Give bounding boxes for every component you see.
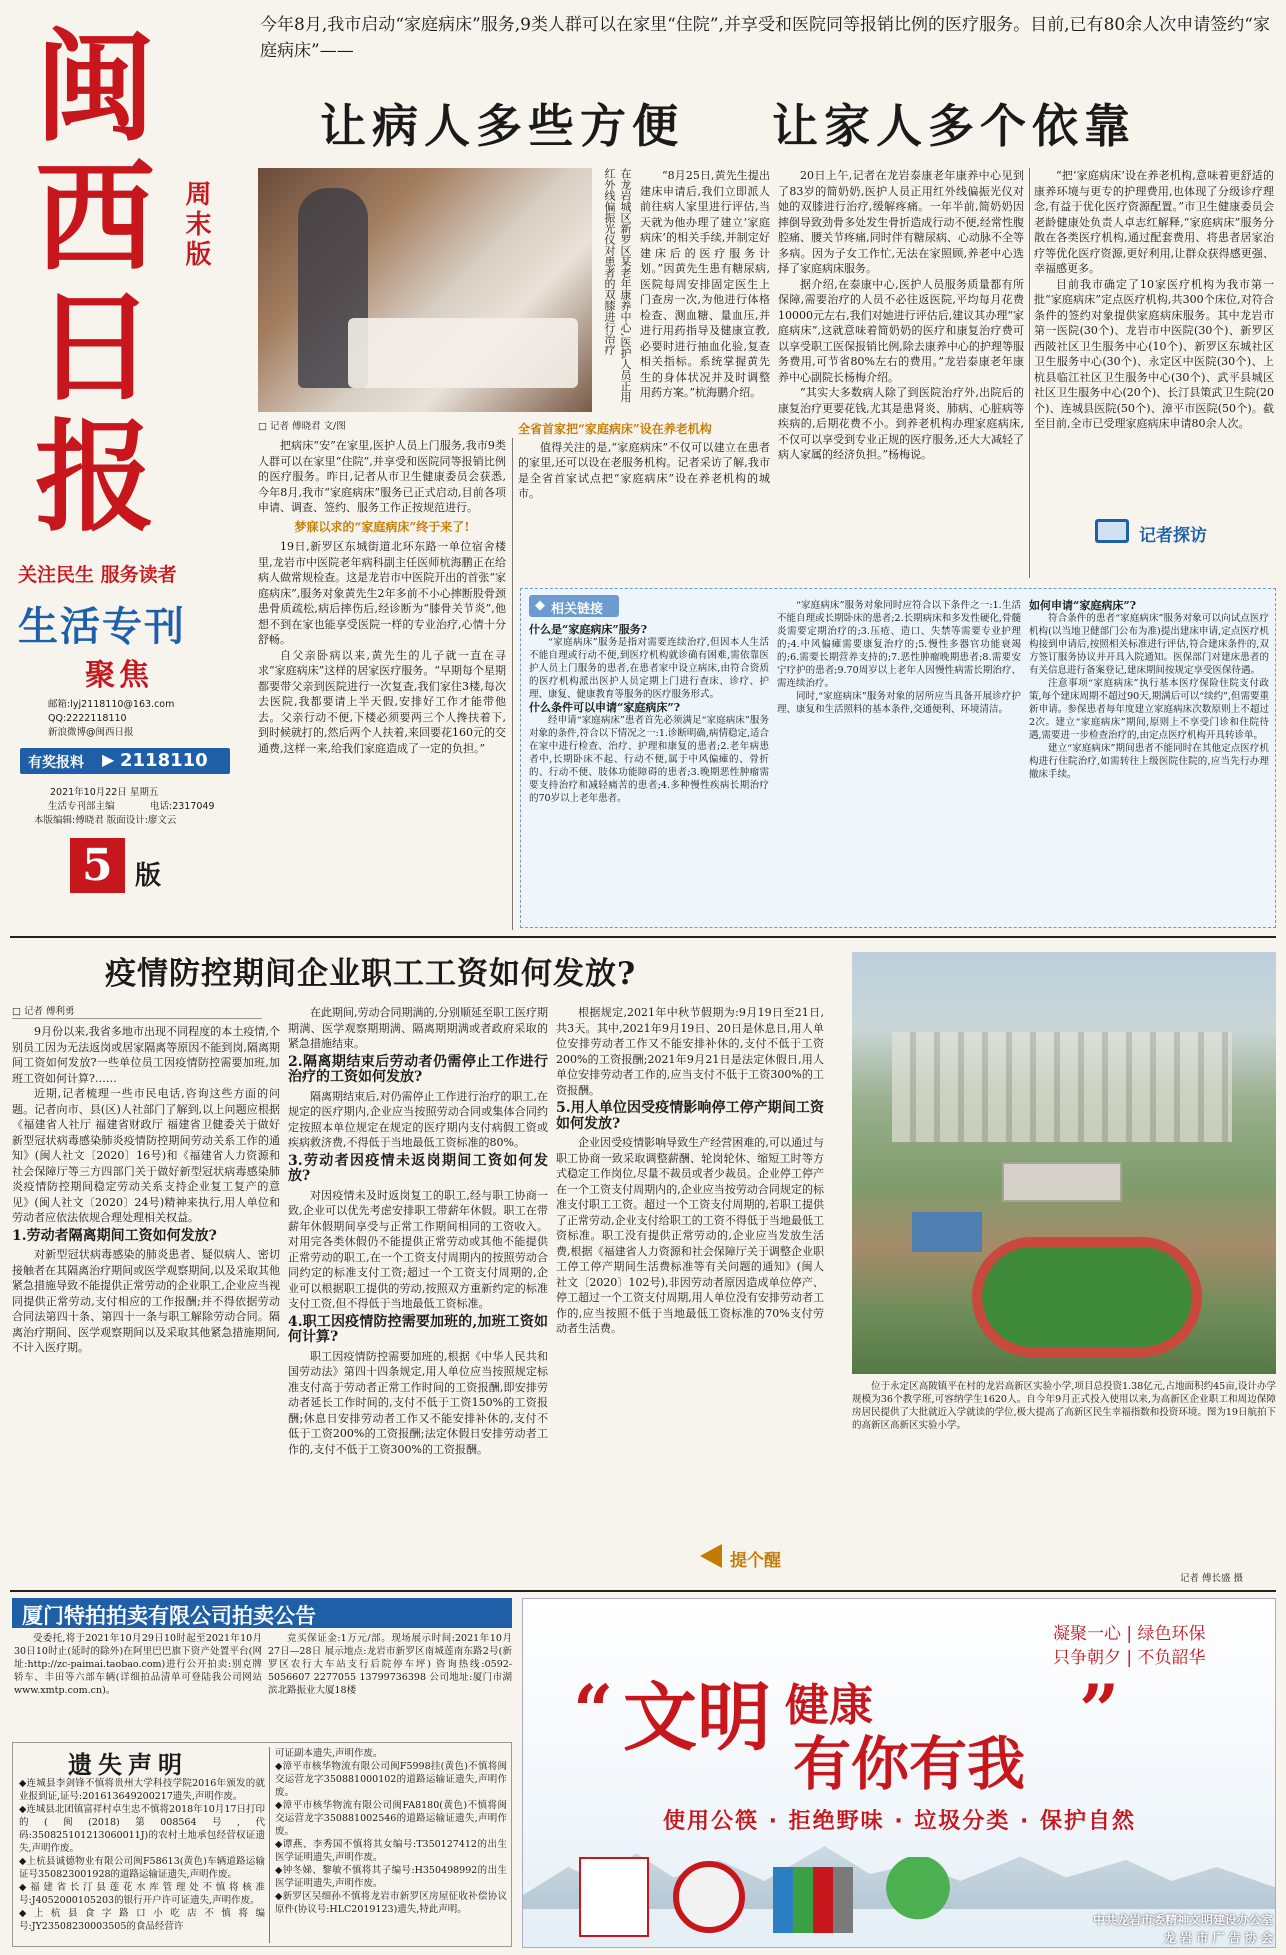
lead-col-2 — [640, 168, 770, 412]
wage-para-3: 隔离期结束后,对仍需停止工作进行治疗的职工,在规定的医疗期内,企业应当按照劳动合同或集体合同约定按照本单位规定在规定的医疗期内支付病假工资或疾病救济费,不得低于当地最低工资标准的80%。 — [288, 1089, 548, 1149]
links-q3: 如何申请“家庭病床”? — [1029, 599, 1137, 612]
lead-para-8: “其实大多数病人除了到医院治疗外,出院后的康复治疗更要花钱,尤其是患肾炎、肺病、心脏病等疾病的,后期花费不小。到养老机构办理家庭病床,不仅可以享受到专业正规的医疗服务,还大大减轻了病人家属的经济负担。”杨梅说。 — [778, 386, 1024, 461]
auction-title: 厦门特拍拍卖有限公司拍卖公告 — [12, 1598, 512, 1628]
wage-para-2: 对新型冠状病毒感染的肺炎患者、疑似病人、密切接触者在其隔离治疗期间或医学观察期间,以及采取其他紧急措施导致不能提供正常劳动的企业职工,企业应当视同提供正常劳动,支付相应的工作报酬;并不得依据劳动合同法第四十条、第四十一条与职工解除劳动合同。隔离治疗期间、医学观察期间以及采取其他紧急措施期间,不计入医疗期。 — [12, 1248, 280, 1354]
wage-col-2 — [288, 1005, 548, 1585]
photo-running-track — [972, 1237, 1202, 1357]
lost-item: ◆上杭县诚德物业有限公司闽F58613(黄色)车辆道路运输证号350823001928的道路运输证遗失,声明作废。 — [19, 1856, 265, 1880]
aerial-caption: 位于永定区高陂镇平在村的龙岩高新区实验小学,项目总投资1.38亿元,占地面积约45亩,设计办学规模为36个教学班,可容纳学生1620人。自今年9月正式投入使用以来,为高新区企业职工和周边保障房居民提供了大批就近入学就读的学位,极大提高了高新区民生幸福指数和投资环境。图为19日航拍下的高新区高新区实验小学。 — [852, 1381, 1276, 1431]
page-number-box — [70, 838, 125, 893]
related-links-box — [520, 588, 1276, 928]
psa-ad — [522, 1598, 1276, 1948]
related-links-header — [529, 595, 619, 617]
wage-para-2b: 在此期间,劳动合同期满的,分别顺延至职工医疗期期满、医学观察期期满、隔离期期满或者政府采取的紧急措施结束。 — [288, 1006, 548, 1050]
psa-close-quote: ” — [1079, 1669, 1120, 1752]
lead-col-3 — [778, 168, 1024, 578]
lead-para-2: 19日,新罗区东城街道北环东路一单位宿舍楼里,龙岩市中医院老年病科副主任医师杭海鹏正在给病人做常规检查。这是龙岩市中医院开出的首张“家庭病床”,服务对象黄先生2年多前不小心摔断股骨颈患骨质疏松,病后摔伤后,经诊断为“膝骨关节炎”,他想不到在家也能享受医院一样的专业治疗,心情十分舒畅。 — [258, 540, 506, 646]
contact-email: 邮箱:lyj2118110@163.com — [48, 699, 175, 710]
psa-big-2b: 有你有我 — [793, 1730, 1026, 1798]
contact-qq: QQ:2222118110 — [48, 713, 127, 724]
lead-para-4: “8月25日,黄先生提出建床申请后,我们立即派人前往病人家里进行评估,当天就为他办理了建立‘家庭病床’的相关手续,并制定好建床后的医疗服务计划。”因黄先生患有糖尿病,医院每周安排固定医生上门查房一次,为他进行体格检查、测血糖、量血压,并进行用药指导及健康宣教,必要时进行抽血化验,复查相关指标。系统掌握黄先生的身体状况并及时调整用药方案。”杭海鹏介绍。 — [640, 169, 770, 399]
lost-col-1 — [19, 1777, 265, 1945]
lost-item: ◆钟冬娣、黎敏不慎将其子编号:H350498992的出生医学证明遗失,声明作废。 — [275, 1865, 507, 1889]
links-q1: 什么是“家庭病床”服务? — [529, 623, 648, 636]
wage-sub-5: 5.用人单位因受疫情影响停工停产期间工资如何发放? — [556, 1100, 824, 1132]
links-c2b: 同时,“家庭病床”服务对象的居所应当具备开展诊疗护理、康复和生活照料的基本条件,交通便利、环境清洁。 — [777, 691, 1021, 715]
photo-school-roof — [1002, 1162, 1122, 1202]
photo-court — [912, 1212, 982, 1252]
col-divider — [1029, 168, 1030, 578]
masthead-char-1: 闽 — [35, 17, 155, 158]
hotline-label: 有奖报料 — [28, 755, 84, 771]
lead-intro: 今年8月,我市启动“家庭病床”服务,9类人群可以在家里“住院”,并享受和医院同等报销比例的医疗服务。目前,已有80余人次申请签约“家庭病床”—— — [260, 15, 1270, 61]
photo-figure-bed — [348, 318, 578, 388]
lead-subhead-2: 全省首家把“家庭病床”设在养老机构 — [518, 422, 712, 436]
reporter-tag-label: 记者探访 — [1139, 526, 1207, 546]
lost-item: ◆连城县李剑锋不慎将贵州大学科技学院2016年颁发的就业报到证,证号:201613649200217遗失,声明作废。 — [19, 1778, 265, 1802]
wage-sub-3: 3.劳动者因疫情未返岗期间工资如何发放? — [288, 1152, 548, 1184]
links-col-2 — [777, 599, 1021, 923]
slogan: 关注民生 服务读者 — [18, 564, 177, 586]
section-title: 生活专刊 — [18, 604, 186, 650]
lost-col-2 — [275, 1747, 507, 1945]
lead-col-1 — [258, 438, 506, 930]
lead-subhead-1: 梦寐以求的“家庭病床”终于来了! — [294, 519, 470, 534]
lead-byline: □ 记者 傅晓君 文/图 — [258, 421, 346, 432]
aerial-photo — [852, 952, 1276, 1374]
link-icon: ◆ — [535, 598, 545, 613]
wage-byline: □ 记者 傅利勇 — [12, 1005, 262, 1019]
psa-big-2a: 健康 — [785, 1680, 873, 1731]
lost-item: ◆上杭县食字路口小吃店不慎将编号:JY23508230003505的食品经营许 — [19, 1908, 265, 1932]
lead-headline: 让病人多些方便 让家人多个依靠 — [320, 99, 1137, 153]
section-rule — [10, 936, 1276, 938]
lost-item: 可证副本遗失,声明作废。 — [275, 1748, 383, 1759]
lost-title: 遗失声明 — [68, 1750, 188, 1779]
links-a3: 符合条件的患者“家庭病床”服务对象可以向试点医疗机构(以当地卫健部门公布为准)提出建床申请,定点医疗机构接到申请后,按照相关标准进行评估,符合建床条件的,双方签订服务协议并开具入院通知。医保部门对建床患者的有关信息进行备案登记,建床期间按规定享受医保待遇。 — [1029, 613, 1269, 676]
lead-para-3: 自父亲卧病以来,黄先生的儿子就一直在寻求“家庭病床”这样的居家医疗服务。“早期每个星期都要带父亲到医院进行一次复查,我们家住3楼,每次去医院,我都要请上半天假,安排好工作才能带他去。父亲行动不便,下楼必须要两三个人搀扶着下,到时候就打的,然后两个人扶着,来回要花160元的交通费,这样一来,给我们家庭造成了一定的负担。” — [258, 648, 506, 755]
lost-item: ◆漳平市核华物流有限公司闽F5998挂(黄色)不慎将闽交运营龙字350881000102的道路运输证遗失,声明作废。 — [275, 1761, 507, 1798]
contact-weibo: 新浪微博@闽西日报 — [48, 727, 134, 738]
tip-label: 提个醒 — [730, 1551, 781, 1571]
psa-sponsor-1: 中共龙岩市委精神文明建设办公室 — [1092, 1913, 1273, 1927]
psa-tagline-1: 凝聚一心 | 绿色环保 — [1053, 1624, 1206, 1644]
editor-dept: 生活专刊部主编 — [48, 801, 115, 812]
wage-para-1: 近期,记者梳理一些市民电话,咨询这些方面的问题。记者向市、县(区)人社部门了解到,以上问题应根据《福建省人社厅 福建省财政厅 福建省卫健委关于做好新型冠状病毒感染肺炎疫情防控期间劳动关系工作的通知》(闽人社文〔2020〕16号)和《福建省人力资源和社会保障厅等三方四部门关于做好新型冠状病毒感染肺炎疫情防控期间稳定劳动关系支持企业复工复产的意见》(闽人社文〔2020〕24号)精神来执行,用人单位和劳动者应依法依规合理处理相关权益。 — [12, 1087, 280, 1224]
links-a1: “家庭病床”服务是指对需要连续治疗,但因本人生活不能自理或行动不便,到医疗机构就诊确有困难,需依靠医护人员上门服务的患者,在患者家中设立病床,由符合资质的医疗机构派出医护人员定期上门进行查床、诊疗、护理、康复、健康教育等服务的医疗服务形式。 — [529, 637, 769, 700]
lost-item: ◆连城县北团镇富祥村卓生忠不慎将2018年10月17日打印的(闽(2018)第008564号,代码:350825101213060011J)的农村土地承包经营权证遗失,声明作废。 — [19, 1804, 265, 1854]
wage-sub-4: 4.职工因疫情防控需要加班的,加班工资如何计算? — [288, 1313, 548, 1345]
wage-intro: 9月份以来,我省多地市出现不同程度的本土疫情,个别员工因为无法返岗或居家隔离等原因不能到岗,隔离期间工资如何发放?一些单位员工因疫情防控需要加班,加班工资如何计算?…… — [12, 1025, 280, 1085]
wage-col-3 — [556, 1005, 824, 1525]
psa-open-quote: “ — [573, 1669, 614, 1752]
issue-date: 2021年10月22日 星期五 — [50, 787, 159, 798]
reporter-tag — [1095, 515, 1275, 555]
auction-col-2: 竞买保证金:1万元/部。现场展示时间:2021年10月27日—28日 展示地点:龙岩市新罗区南城莲南东路2号(新罗区农行大车站支行后院停车坪) 咨询热线:0592-5056607 2277055 13799736398 公司地址:厦门市湖滨北路振业大厦18楼 — [268, 1633, 512, 1696]
masthead — [10, 17, 240, 920]
subsection-title: 聚焦 — [85, 658, 153, 693]
recycle-bins-icon — [773, 1867, 853, 1933]
col-divider — [512, 438, 513, 930]
wage-para-4: 对因疫情未及时返岗复工的职工,经与职工协商一致,企业可以优先考虑安排职工带薪年休假。职工在带薪年休假期间享受与正常工作期间相同的工资收入。对用完各类休假仍不能提供正常劳动或其他不能提供正常劳动的职工,在一个工资支付周期内的按照劳动合同约定的标准支付工资;超过一个工资支付周期的,企业可以根据职工提供的劳动,按照双方重新约定的标准支付工资,但不得低于当地最低工资标准。 — [288, 1188, 548, 1310]
lead-para-7: 据介绍,在泰康中心,医护人员服务质量都有所保障,需要治疗的人员不必往返医院,平均每月花费10000元左右,我们对她进行评估后,建议其办理“家庭病床”,这就意味着简奶奶的医疗和康复治疗费可以享受职工医保报销比例,除去康养中心的护理等服务费用,可节省80%左右的费用。”龙岩泰康老年康养中心副院长杨梅介绍。 — [778, 277, 1024, 384]
psa-big-1: 文明 — [623, 1675, 771, 1761]
col-divider — [269, 1747, 270, 1943]
lead-col-2b — [518, 420, 770, 580]
links-a2: 经申请“家庭病床”患者首先必须满足“家庭病床”服务对象的条件,符合以下情况之一:1.诊断明确,病情稳定,适合在家中进行检查、治疗、护理和康复的患者;2.老年病患者中,长期卧床不起、行动不便,属于中风偏瘫的、骨折的、行动不便、肢体功能障碍的患者;3.晚期恶性肿瘤需要支持治疗和减轻痛苦的患者;4.多种慢性疾病长期治疗的70岁以上老年患者。 — [529, 715, 769, 804]
auction-col-1: 受委托,将于2021年10月29日10时起至2021年10月30日10时止(延时的除外)在阿里巴巴旗下资产处置平台(网址:http://zc-paimai.taobao.com)进行公开拍卖:别克牌轿车、丰田等六部车辆(详细拍品清单可登陆我公司网站www.xmtp.com.cn)。 — [14, 1633, 262, 1696]
links-col-1 — [529, 623, 769, 923]
lead-photo-caption: 在龙岩城区新罗区某老年康养中心,医护人员正用红外线偏振光仪对患者的双膝进行治疗 — [603, 168, 632, 403]
psa-tagline-2: 只争朝夕 | 不负韶华 — [1053, 1648, 1206, 1668]
page-suffix: 版 — [135, 861, 162, 891]
lost-item: ◆漳平市核华物流有限公司闽FA8180(黄色)不慎将闽交运营龙字350881002546的道路运输证遗失,声明作废。 — [275, 1800, 507, 1837]
masthead-char-2: 西 — [35, 147, 155, 288]
wage-para-5: 职工因疫情防控需要加班的,根据《中华人民共和国劳动法》第四十四条规定,用人单位应当按照规定标准支付高于劳动者正常工作时间的工资报酬,即安排劳动者延长工作时间的,支付不低于工资150%的工资报酬;休息日安排劳动者工作又不能安排补休的,支付不低于工资200%的工资报酬;法定休假日安排劳动者工作的,支付不低于工资300%的工资报酬。 — [288, 1349, 548, 1456]
tree-icon — [883, 1857, 953, 1933]
links-q2: 什么条件可以申请“家庭病床”? — [529, 701, 681, 714]
wage-para-7: 企业因受疫情影响导致生产经营困难的,可以通过与职工协商一致采取调整薪酬、轮岗轮休、缩短工时等方式稳定工作岗位,尽量不裁员或者少裁员。企业停工停产在一个工资支付周期内的,企业应当按劳动合同规定的标准支付职工工资。超过一个工资支付周期的,若职工提供了正常劳动,企业支付给职工的工资不得低于当地最低工资标准。职工没有提供正常劳动的,企业应当发放生活费,根据《福建省人力资源和社会保障厅关于调整企业职工停工停产期间生活费标准等有关问题的通知》(闽人社文〔2020〕102号),非因劳动者原因造成单位停产、停工超过一个工资支付周期,用人单位没有安排劳动者工作的,应当按照不低于当地最低工资标准的70%支付劳动者生活费。 — [556, 1136, 824, 1335]
links-c3b: 建立“家庭病床”期间患者不能同时在其他定点医疗机构进行住院治疗,如需转往上级医院住院的,应当先行办理撤床手续。 — [1029, 743, 1269, 780]
masthead-char-4: 报 — [35, 407, 155, 548]
lead-para-10: 目前我市确定了10家医疗机构为我市第一批“家庭病床”定点医疗机构,共300个床位,对符合条件的签约对象提供家庭病床服务。其中龙岩市第一医院(30个)、龙岩市中医院(30个)、新罗区西陂社区卫生服务中心(10个)、新罗区东城社区卫生服务中心(30个)、永定区中医院(30个)、上杭县临江社区卫生服务中心(30个)、武平县城区社区卫生服务中心(20个)、长汀县策武卫生院(20个)、连城县医院(50个)、漳平市医院(50个)。截至目前,全市已受理家庭病床申请80余人次。 — [1034, 277, 1274, 430]
links-col-3 — [1029, 599, 1269, 923]
masthead-char-3: 日 — [35, 277, 155, 418]
wage-headline: 疫情防控期间企业职工工资如何发放? — [105, 956, 637, 992]
related-links-title: 相关链接 — [551, 602, 604, 617]
lost-item: ◆福建省长汀县莲花水库管理处不慎将核准号:J4052000105203的银行开户许可证遗失,声明作废。 — [19, 1882, 265, 1906]
lost-box — [12, 1742, 512, 1947]
psa-sponsor-2: 龙 岩 市 广 告 协 会 — [1163, 1931, 1273, 1945]
no-wildlife-icon — [673, 1861, 745, 1933]
hotline-number: 2118110 — [120, 750, 208, 771]
lost-item: ◆谭燕、李秀国不慎将其女编号:T350127412的出生医学证明遗失,声明作废。 — [275, 1839, 507, 1863]
links-c3: 注意事项“家庭病床”执行基本医疗保险住院支付政策,每个建床周期不超过90天,期满后可以“续约”,但需要重新申请。参保患者每年度建立家庭病床次数原则上不超过2次。建立“家庭病床”期间,原则上不享受门诊和住院待遇,需要进一步检查治疗的,由定点医疗机构开具转诊单。 — [1029, 678, 1269, 741]
lead-para-1: 把病床“安”在家里,医护人员上门服务,我市9类人群可以在家里“住院”,并享受和医院同等报销比例的医疗服务。昨日,记者从市卫生健康委员会获悉,今年8月,我市“家庭病床”服务已正式启动,目前各项申请、调查、签约、服务工作正按规范进行。 — [258, 439, 506, 514]
edition-label: 周末版 — [181, 180, 211, 270]
photo-buildings — [892, 1032, 1232, 1142]
page-number: 5 — [82, 840, 113, 891]
page-staff: 本版编辑:傅晓君 版面设计:廖文云 — [34, 815, 177, 826]
lead-para-6: 20日上午,记者在龙岩泰康老年康养中心见到了83岁的简奶奶,医护人员正用红外线偏振光仪对她的双膝进行治疗,缓解疼痛。一年半前,简奶奶因摔倒导致劲骨多处发生骨折造成行动不便,经常性腹腔痛、腰关节疼痛,同时伴有糖尿病、心动脉不全等多病。因为子女工作忙,无法在家照顾,养老中心选择了家庭病床服务。 — [778, 169, 1024, 275]
editor-phone: 电话:2317049 — [150, 801, 215, 812]
megaphone-icon — [700, 1544, 722, 1568]
links-c2: “家庭病床”服务对象同时应符合以下条件之一:1.生活不能自理或长期卧床的患者;2.长期病床和多发性硬化,骨髓炎需要定期治疗的;3.压疮、造口、失禁等需要专业护理的;4.中风偏瘫需要康复治疗的;5.慢性多器官功能衰竭的;6.需要长期营养支持的;7.恶性肿瘤晚期患者;8.需要安宁疗护的患者;9.70周岁以上老年人因慢性病需长期治疗、需连续治疗。 — [777, 600, 1021, 689]
wage-sub-2: 2.隔离期结束后劳动者仍需停止工作进行治疗的工资如何发放? — [288, 1053, 548, 1085]
tip-badge — [700, 1540, 810, 1574]
lead-photo — [258, 168, 592, 412]
wage-col-1 — [12, 1024, 280, 1584]
lead-para-9: “把‘家庭病床’设在养老机构,意味着更舒适的康养环境与更专的护理费用,也体现了分级诊疗理念,有益于优化医疗资源配置。”市卫生健康委员会老龄健康处负责人卓志红解释,“家庭病床”服务分散在各类医疗机构,通过配套费用、将患者居家治疗等优化医疗资源,更好利用,让群众获得感更强、幸福感更多。 — [1034, 169, 1274, 275]
psa-actions: 使用公筷 · 拒绝野味 · 垃圾分类 · 保护自然 — [663, 1809, 1137, 1834]
hotline-arrow-icon: ▶ — [102, 750, 115, 769]
hotline-banner — [20, 748, 230, 774]
wage-para-6: 根据规定,2021年中秋节假期为:9月19日至21日,共3天。其中,2021年9月19日、20日是休息日,用人单位安排劳动者工作又不能安排补休的,支付不低于工资200%的工资报酬;2021年9月21日是法定休假日,用人单位安排劳动者工作的,应当支付不低于工资300%的工资报酬。 — [556, 1006, 824, 1097]
lost-item: ◆新罗区吴细孙不慎将龙岩市新罗区房屋征收补偿协议原件(协议号:HLC2019123)遗失,特此声明。 — [275, 1891, 507, 1915]
aerial-credit: 记者 傅长盛 摄 — [1180, 1573, 1244, 1584]
chopsticks-icon — [579, 1857, 649, 1937]
section-rule — [10, 1590, 1276, 1592]
lead-col-4 — [1034, 168, 1274, 498]
laptop-icon — [1095, 519, 1129, 543]
wage-sub-1: 1.劳动者隔离期间工资如何发放? — [12, 1227, 217, 1244]
lead-para-5: 值得关注的是,“家庭病床”不仅可以建立在患者的家里,还可以设在老服务机构。记者采访了解,我市是全省首家试点把“家庭病床”设在养老机构的城市。 — [518, 440, 770, 500]
